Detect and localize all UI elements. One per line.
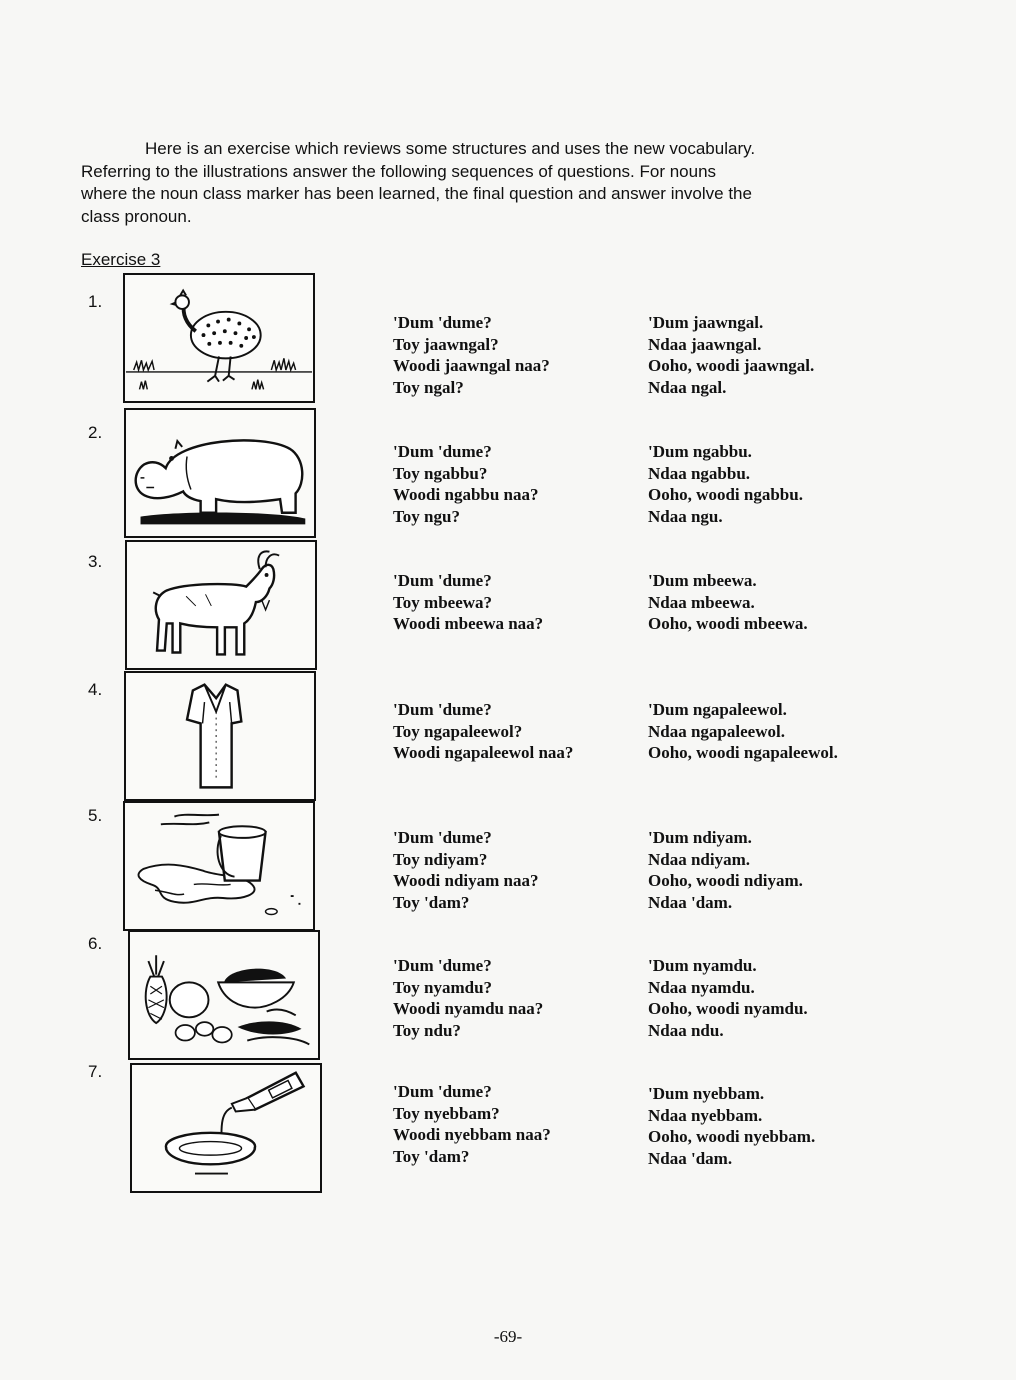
answer-line: Ndaa nyebbam. xyxy=(648,1105,763,1125)
question-line: Toy 'dam? xyxy=(393,1146,470,1166)
item-7-answers xyxy=(648,1083,898,1169)
intro-line-2: Referring to the illustrations answer the following sequences of questions. For nouns xyxy=(81,161,717,181)
item-6-number: 6. xyxy=(88,934,103,953)
water-bucket-illustration xyxy=(123,801,315,931)
item-3-number: 3. xyxy=(88,552,103,571)
item-5-number: 5. xyxy=(88,806,103,825)
answer-line: 'Dum nyebbam. xyxy=(648,1084,765,1103)
item-4-questions xyxy=(393,699,633,764)
item-1-questions xyxy=(393,312,633,398)
intro-paragraph xyxy=(81,138,901,228)
question-line: 'Dum 'dume? xyxy=(393,571,492,590)
answer-line: Ooho, woodi mbeewa. xyxy=(648,614,808,633)
question-line: 'Dum 'dume? xyxy=(393,1082,492,1101)
question-line: Toy ngabbu? xyxy=(393,463,488,483)
page-number: -69- xyxy=(493,1327,523,1346)
answer-line: Ndaa 'dam. xyxy=(648,892,733,912)
item-1-answers xyxy=(648,312,898,398)
question-line: 'Dum 'dume? xyxy=(393,828,492,847)
question-line: Toy 'dam? xyxy=(393,892,470,912)
answer-line: 'Dum ngabbu. xyxy=(648,442,752,461)
question-line: Woodi nyebbam naa? xyxy=(393,1125,551,1144)
guinea-fowl-illustration xyxy=(123,273,315,403)
question-line: Woodi mbeewa naa? xyxy=(393,614,544,633)
question-line: Toy nyamdu? xyxy=(393,977,493,997)
item-7-questions xyxy=(393,1081,633,1167)
answer-line: Ooho, woodi ndiyam. xyxy=(648,871,803,890)
question-line: Woodi ndiyam naa? xyxy=(393,871,539,890)
hippopotamus-illustration xyxy=(124,408,316,538)
item-4-answers xyxy=(648,699,898,764)
answer-line: 'Dum jaawngal. xyxy=(648,313,764,332)
answer-line: Ooho, woodi jaawngal. xyxy=(648,356,815,375)
item-6-questions xyxy=(393,955,633,1041)
answer-line: Ndaa ngal. xyxy=(648,377,727,397)
question-line: Toy ngapaleewol? xyxy=(393,721,523,741)
question-line: Toy ndu? xyxy=(393,1020,461,1040)
question-line: Toy ngu? xyxy=(393,506,460,526)
question-line: Toy ngal? xyxy=(393,377,464,397)
answer-line: Ndaa ngu. xyxy=(648,506,723,526)
oil-bottle-bowl-illustration xyxy=(130,1063,322,1193)
item-7-number: 7. xyxy=(88,1062,103,1081)
exercise-title: Exercise 3 xyxy=(81,250,161,269)
answer-line: 'Dum ndiyam. xyxy=(648,828,752,847)
item-5-questions xyxy=(393,827,633,913)
answer-line: Ooho, woodi nyamdu. xyxy=(648,999,808,1018)
answer-line: 'Dum nyamdu. xyxy=(648,956,757,975)
question-line: Woodi nyamdu naa? xyxy=(393,999,544,1018)
answer-line: 'Dum mbeewa. xyxy=(648,571,757,590)
intro-line-4: class pronoun. xyxy=(81,206,192,226)
goat-illustration xyxy=(125,540,317,670)
question-line: Woodi ngabbu naa? xyxy=(393,485,539,504)
item-3-answers xyxy=(648,570,898,635)
item-3-questions xyxy=(393,570,633,635)
question-line: Woodi ngapaleewol naa? xyxy=(393,743,574,762)
answer-line: Ndaa ndiyam. xyxy=(648,849,751,869)
answer-line: Ndaa nyamdu. xyxy=(648,977,755,997)
gown-illustration xyxy=(124,671,316,801)
item-2-number: 2. xyxy=(88,423,103,442)
item-5-answers xyxy=(648,827,898,913)
answer-line: Ndaa 'dam. xyxy=(648,1148,733,1168)
question-line: Woodi jaawngal naa? xyxy=(393,356,550,375)
answer-line: Ndaa ngapaleewol. xyxy=(648,721,785,741)
answer-line: Ndaa ndu. xyxy=(648,1020,724,1040)
item-1-number: 1. xyxy=(88,292,103,311)
answer-line: Ooho, woodi nyebbam. xyxy=(648,1127,816,1146)
question-line: Toy nyebbam? xyxy=(393,1103,500,1123)
question-line: Toy jaawngal? xyxy=(393,334,499,354)
question-line: 'Dum 'dume? xyxy=(393,313,492,332)
answer-line: Ndaa mbeewa. xyxy=(648,592,755,612)
question-line: 'Dum 'dume? xyxy=(393,700,492,719)
item-6-answers xyxy=(648,955,898,1041)
answer-line: Ndaa ngabbu. xyxy=(648,463,751,483)
item-2-questions xyxy=(393,441,633,527)
question-line: 'Dum 'dume? xyxy=(393,956,492,975)
question-line: Toy mbeewa? xyxy=(393,592,493,612)
intro-line-1: Here is an exercise which reviews some structures and uses the new vocabulary. xyxy=(145,139,756,158)
intro-line-3: where the noun class marker has been learned, the final question and answer involve the xyxy=(81,184,752,203)
answer-line: Ooho, woodi ngapaleewol. xyxy=(648,743,838,762)
item-2-answers xyxy=(648,441,898,527)
answer-line: 'Dum ngapaleewol. xyxy=(648,700,787,719)
answer-line: Ndaa jaawngal. xyxy=(648,334,762,354)
food-illustration xyxy=(128,930,320,1060)
item-4-number: 4. xyxy=(88,680,103,699)
question-line: 'Dum 'dume? xyxy=(393,442,492,461)
answer-line: Ooho, woodi ngabbu. xyxy=(648,485,803,504)
question-line: Toy ndiyam? xyxy=(393,849,488,869)
